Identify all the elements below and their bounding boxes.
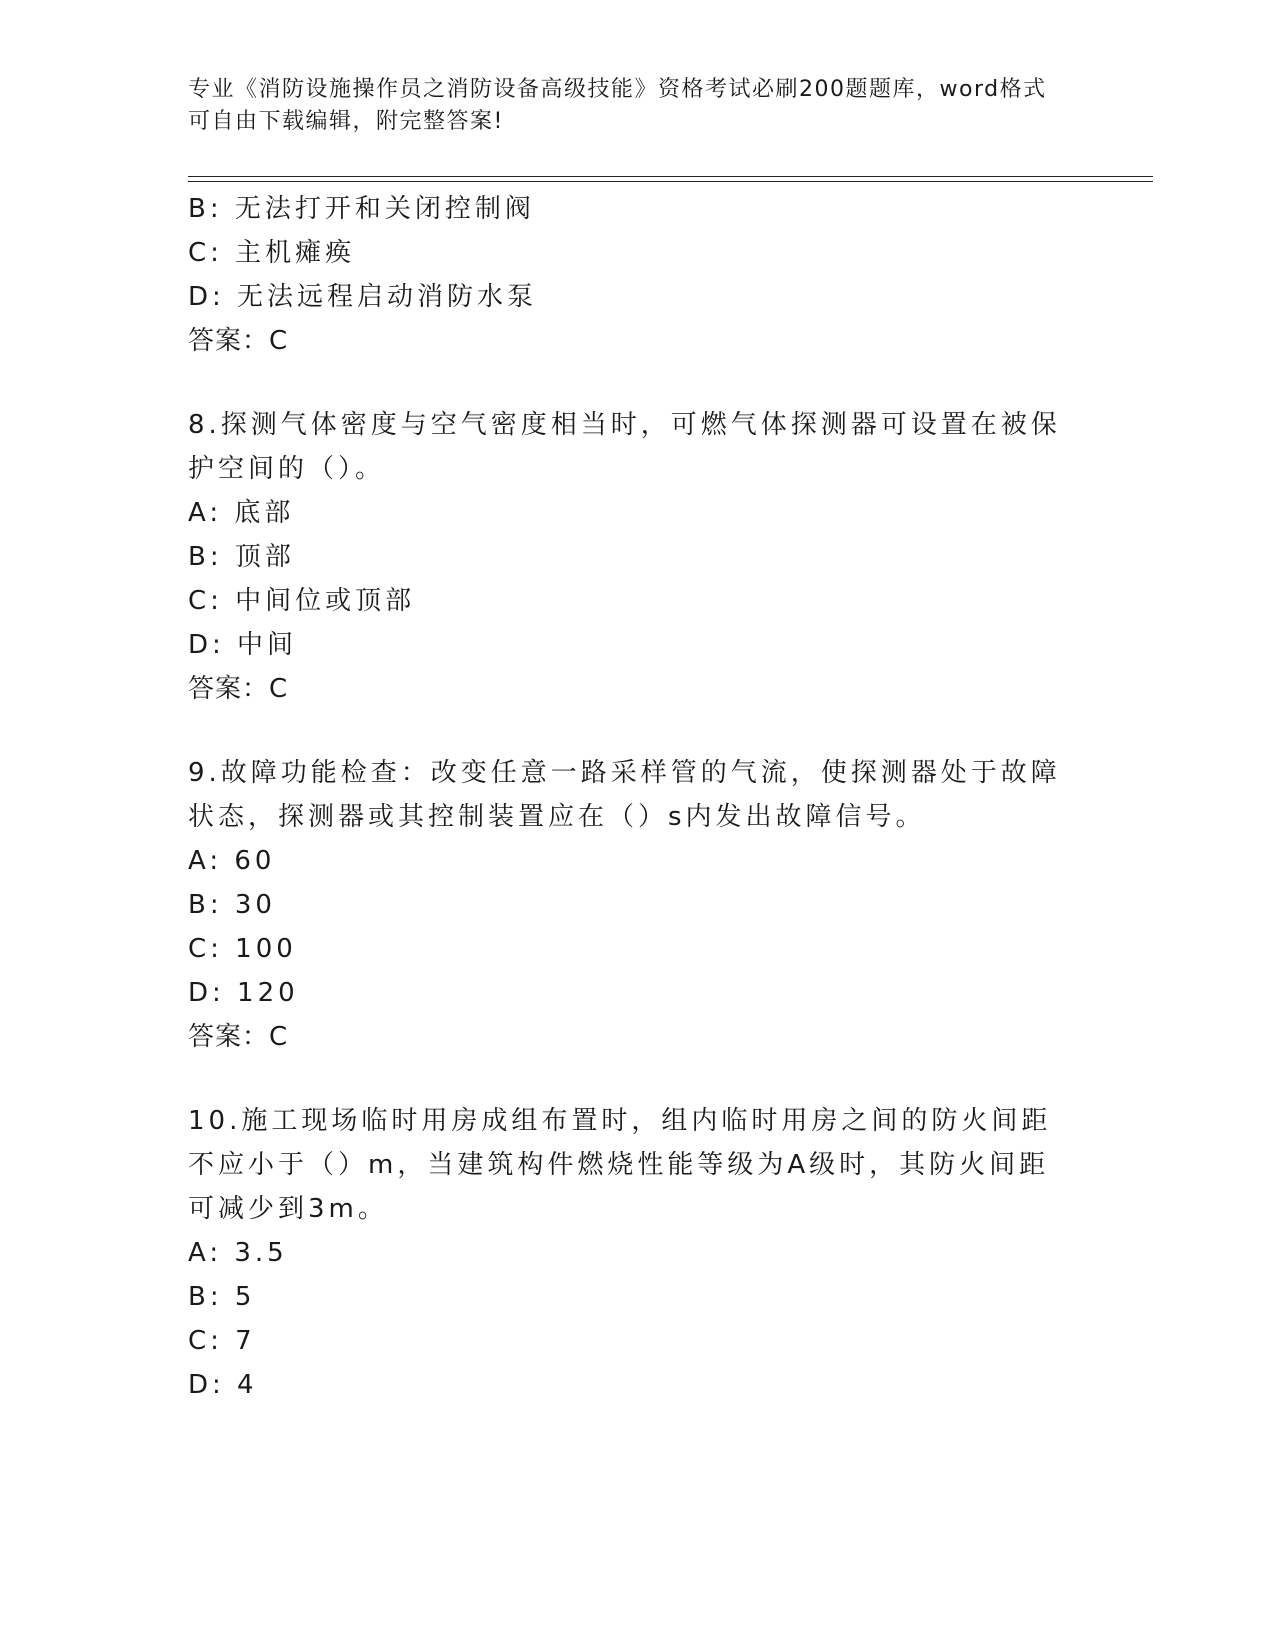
question-7-continued xyxy=(188,187,1068,363)
header-divider-top xyxy=(188,176,1153,177)
option-b: B: 无法打开和关闭控制阀 xyxy=(188,194,535,224)
answer-line: 答案：C xyxy=(188,674,289,704)
option-d: D: 中间 xyxy=(188,630,298,660)
option-a: A: 3.5 xyxy=(188,1238,288,1268)
header-divider-bottom xyxy=(188,181,1153,182)
option-d: D: 120 xyxy=(188,978,299,1008)
option-b: B: 5 xyxy=(188,1282,256,1312)
question-10 xyxy=(188,1099,1068,1407)
option-c: C: 100 xyxy=(188,934,297,964)
option-b: B: 30 xyxy=(188,890,276,920)
option-c: C: 主机瘫痪 xyxy=(188,238,356,268)
option-c: C: 中间位或顶部 xyxy=(188,586,416,616)
question-stem: 10.施工现场临时用房成组布置时，组内临时用房之间的防火间距不应小于（）m，当建筑构件燃烧性能等级为A级时，其防火间距可减少到3m。 xyxy=(188,1106,1052,1224)
question-stem: 8.探测气体密度与空气密度相当时，可燃气体探测器可设置在被保护空间的（）。 xyxy=(188,410,1061,484)
option-d: D: 无法远程启动消防水泵 xyxy=(188,282,538,312)
answer-line: 答案：C xyxy=(188,1022,289,1052)
document-header: 专业《消防设施操作员之消防设备高级技能》资格考试必刷200题题库，word格式可自由下载编辑，附完整答案! xyxy=(188,77,1047,134)
question-9 xyxy=(188,751,1068,1059)
question-8 xyxy=(188,403,1068,711)
option-d: D: 4 xyxy=(188,1370,258,1400)
answer-line: 答案：C xyxy=(188,326,289,356)
option-c: C: 7 xyxy=(188,1326,256,1356)
option-b: B: 顶部 xyxy=(188,542,295,572)
question-content xyxy=(188,187,1068,1407)
question-stem: 9.故障功能检查：改变任意一路采样管的气流，使探测器处于故障状态，探测器或其控制装置应在（）s内发出故障信号。 xyxy=(188,758,1061,832)
option-a: A: 60 xyxy=(188,846,276,876)
option-a: A: 底部 xyxy=(188,498,295,528)
